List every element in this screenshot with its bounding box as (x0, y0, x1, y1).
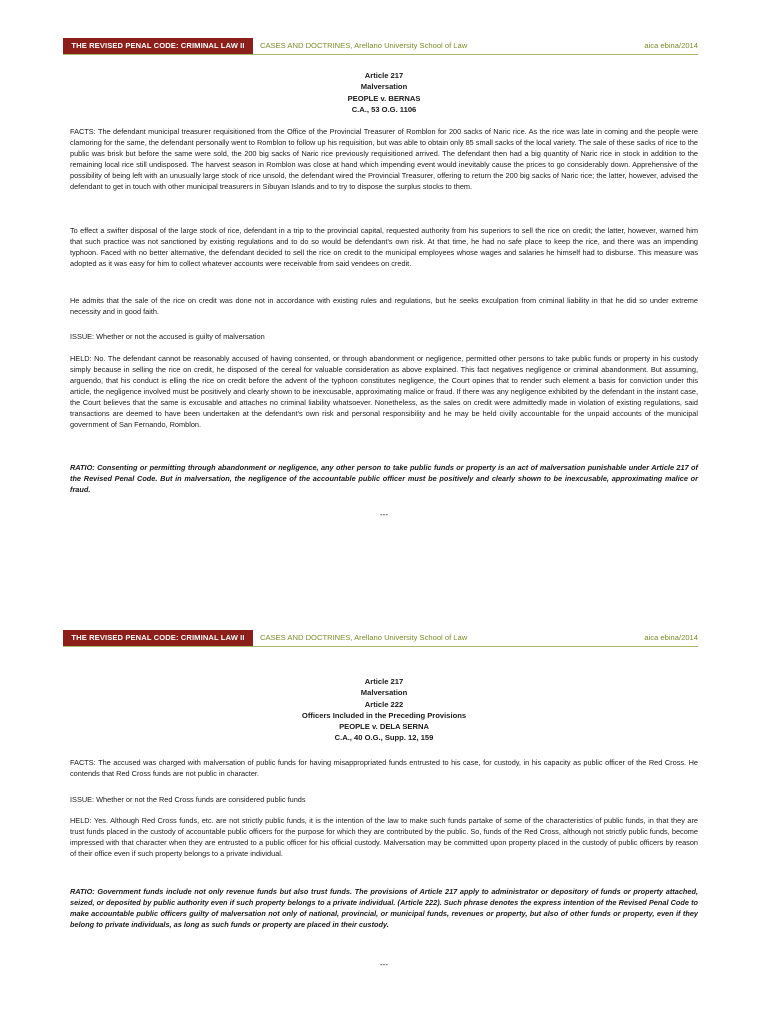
article-title: Article 217 (364, 677, 404, 686)
facts-continuation-paragraph: To effect a swifter disposal of the large stock of rice, defendant in a trip to the provincial capital, requested authority from his superiors to sell the rice on credit; the latter, however, warned him that such practice was not sanctioned by existing regulations and to do so would be defendant's own risk. At that time, he had no safe place to keep the rice, and there was an impending typhoon. Faced with no better alternative, the defendant decided to sell the rice on credit to the municipal employees whose wages and salaries he himself had to disburse. This measure was adopted as it was easy for him to collect whatever accounts were receivable from said vendees on credit. (70, 226, 698, 268)
article-subject: Malversation (360, 82, 408, 92)
case-title-block (0, 70, 768, 115)
issue-paragraph: ISSUE: Whether or not the Red Cross funds are considered public funds (70, 795, 306, 804)
article-title: Article 217 (364, 71, 404, 80)
issue-paragraph: ISSUE: Whether or not the accused is guilty of malversation (70, 332, 265, 341)
header-author-label: aica ebina/2014 (644, 633, 698, 642)
facts-admission-paragraph: He admits that the sale of the rice on credit was done not in accordance with existing rules and regulations, but he seeks exculpation from criminal liability in that he did so under extreme necessity and in good faith. (70, 296, 698, 316)
header-cases-label: CASES AND DOCTRINES, Arellano University School of Law (260, 41, 468, 50)
header-course-label: THE REVISED PENAL CODE: CRIMINAL LAW II (63, 630, 253, 646)
case-title-block (0, 676, 768, 744)
case-separator: --- (380, 510, 388, 519)
held-paragraph: HELD: No. The defendant cannot be reasonably accused of having consented, or through abandonment or negligence, permitted other persons to take public funds or property in his custody simply because in selling the rice on credit, he disposed of the cereal for valuable consideration as above explained. This fact negatives negligence or criminal abandonment. But assuming, arguendo, that his conduct is elling the rice on credit before the advent of the typhoon constitutes negligence, the Court opines that to render such element a basis for conviction under this article, the negligence involved must be positively and clearly shown to be inexcusable, approximating malice or fraud. If there was any negligence exhibited by the defendant in the instant case, the Court believes that the same is excusable and attaches no criminal liability whatsoever. Nonetheless, as the sales on credit were admittedly made in violation of existing regulations, said transactions are deemed to have been undertaken at the defendant's own risk and personal responsibility and he may be held civilly accountable for the unpaid accounts of the municipal government of San Fernando, Romblon. (70, 354, 698, 429)
page-header (63, 630, 698, 647)
held-paragraph: HELD: Yes. Although Red Cross funds, etc. are not strictly public funds, it is the intention of the law to make such funds partake of some of the characteristics of public funds, in that they are trust funds placed in the custody of accountable public officers for the purpose for which they are contributed by the public. So, funds of the Red Cross, although not strictly public funds, become impressed with that character when they are entrusted to a public officer for his official custody. Malversation may be committed upon property placed in the custody of public officers by reason of their office even if such property belongs to a private individual. (70, 816, 698, 858)
page-header (63, 38, 698, 55)
case-citation: C.A., 53 O.G. 1106 (351, 104, 417, 114)
case-separator: --- (380, 960, 388, 969)
article-title-secondary: Article 222 (364, 699, 404, 709)
facts-paragraph: FACTS: The accused was charged with malversation of public funds for having misappropriated funds entrusted to his case, for custody, in his capacity as public officer of the Red Cross. He contends that Red Cross funds are not public in character. (70, 758, 698, 778)
facts-paragraph: FACTS: The defendant municipal treasurer requisitioned from the Office of the Provincial Treasurer of Romblon for 200 sacks of Naric rice. As the rice was late in coming and the people were clamoring for the same, the defendant personally went to Romblon to follow up his requisition, but was able to obtain only 85 small sacks of the local variety. The sale of these sacks of rice to the public was brisk but before the same were sold, the 200 big sacks of Naric rice previously requisitioned arrived. The defendant then had a big quantity of Naric rice in stock in addition to the remaining local rice still undisposed. The harvest season in Romblon was close at hand which impending event would inevitably cause the prices to go considerably down. Apprehensive of the possibility of being left with an unusually large stock of rice unsold, the defendant wired the Provincial Treasurer, offering to return the 200 big sacks of Naric rice; the latter, however, advised the defendant to get in touch with other municipal treasurers in Sibuyan Islands and to try to dispose the surplus stocks to them. (70, 127, 698, 191)
case-name: PEOPLE v. BERNAS (347, 93, 421, 103)
header-author-label: aica ebina/2014 (644, 41, 698, 50)
case-citation: C.A., 40 O.G., Supp. 12, 159 (334, 733, 434, 743)
article-subject: Malversation (360, 688, 408, 698)
ratio-paragraph: RATIO: Consenting or permitting through abandonment or negligence, any other person to take public funds or property is an act of malversation punishable under Article 217 of the Revised Penal Code. But in malversation, the negligence of the accountable public officer must be positively and clearly shown to be inexcusable, approximating malice or fraud. (70, 463, 698, 494)
ratio-paragraph: RATIO: Government funds include not only revenue funds but also trust funds. The provisions of Article 217 apply to administrator or depository of funds or property attached, seized, or deposited by public authority even if such property belongs to a private individual. (Article 222). Such phrase denotes the express intention of the Revised Penal Code to make accountable public officers guilty of malversation not only of national, provincial, or municipal funds, revenues or property, but also of other funds or property, even if they belong to private individuals, as long as such funds or property are placed in their custody. (70, 887, 698, 929)
article-subject-secondary: Officers Included in the Preceding Provisions (301, 710, 467, 720)
case-name: PEOPLE v. DELA SERNA (339, 722, 429, 732)
header-cases-label: CASES AND DOCTRINES, Arellano University School of Law (260, 633, 468, 642)
header-course-label: THE REVISED PENAL CODE: CRIMINAL LAW II (63, 38, 253, 54)
